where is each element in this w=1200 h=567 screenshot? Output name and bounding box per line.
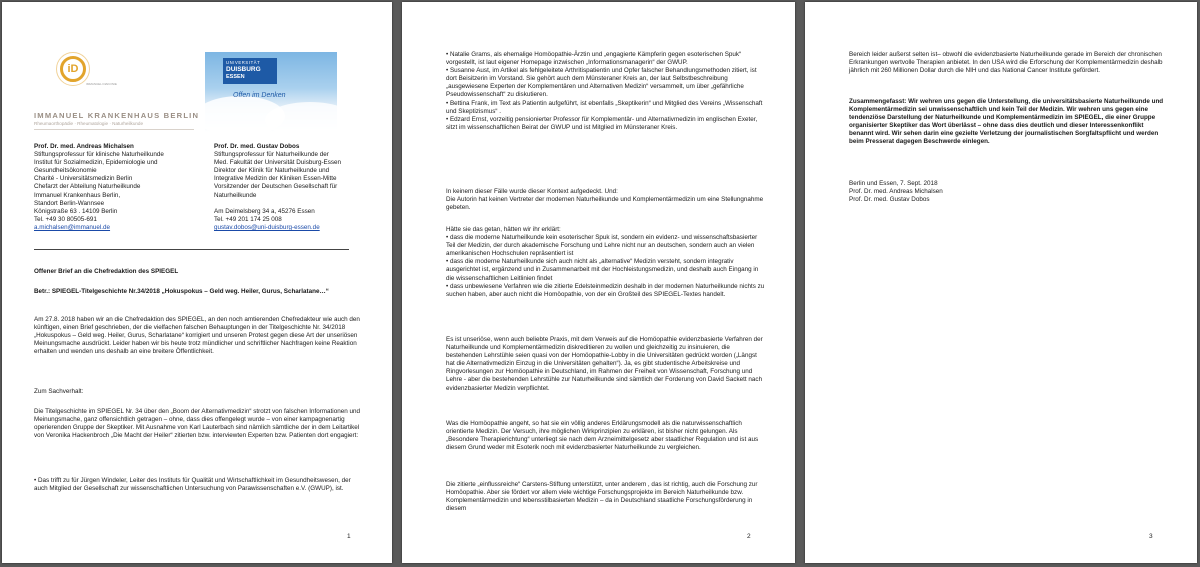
- contact-line: Tel. +49 201 174 25 008: [214, 215, 282, 223]
- header-divider: [34, 249, 349, 250]
- body-paragraph: • Natalie Grams, als ehemalige Homöopathie-Ärztin und „engagierte Kämpferin gegen esoterischen Spuk“ vorgestellt, ist laut eigener Homepage inzwischen „Informationsmanagerin“ der GWUP. • Susanne Aust, im Artikel als fehlgeleitete Arthritispatientin und Opfer falscher Behandlungsmethoden zitiert, ist dort Beisitzerin im Vorstand. Sie gehört auch dem Münsteraner Kreis an, der laut Selbstbeschreibung „ausgewiesene Experten der Komplementären und Alternativen Medizin“ versammelt, um über „gefährliche Pseudowissenschaft“ zu diskutieren. • Bettina Frank, im Text als Patientin aufgeführt, ist ebenfalls „Skeptikerin“ und Mitglied des Vereins „Wissenschaft und Skeptizismus“ . • Edzard Ernst, vorzeitig pensionierter Professor für Komplementär- und Alternativmedizin im englischen Exeter, sitzt im wissenschaftlichen Beirat der GWUP und ist Mitglied im Münsteraner Kreis.: [446, 51, 763, 131]
- contact-line: Charité - Universitätsmedizin Berlin: [34, 175, 133, 183]
- contact-line: Integrative Medizin der Kliniken Essen-Mitte: [214, 175, 337, 183]
- letter-heading: Offener Brief an die Chefredaktion des SPIEGEL: [34, 268, 179, 275]
- body-paragraph: Hätte sie das getan, hätten wir ihr erklärt: • dass die moderne Naturheilkunde kein esoterischer Spuk ist, sondern ein evidenz- und wissenschaftsbasierter Teil der Medizin, der durch akademische Forschung und Lehre nicht nur an deutschen, sondern auch an vielen amerikanischen Hochschulen repräsentiert ist • dass die moderne Naturheilkunde sich auch nicht als „alternative“ Medizin versteht, sondern integrativ ausgerichtet ist, ergänzend und in Zusammenarbeit mit der Hochleistungsmedizin, und deshalb auch Eingang in die wissenschaftlichen Leitlinien findet • dass unbewiesene Verfahren wie die zitierte Edelsteinmedizin deshalb in der modernen Naturheilkunde nichts zu suchen haben, aber auch nicht die Homöopathie, von der ein Großteil des SPIEGEL-Textes handelt.: [446, 226, 765, 298]
- summary-paragraph: Zusammengefasst: Wir wehren uns gegen die Unterstellung, die universitätsbasierte Naturheilkunde und Komplementärmedizin sei unwissenschaftlich und kein Teil der Medizin. Wir wehren uns gegen eine tendenziöse Darstellung der Naturheilkunde und Komplementärmedizin im SPIEGEL, die einer Gruppe organisierter Skeptiker das Wort überlässt – ohne dass dies deutlich und dieser Interessenkonflikt benannt wird. Wir sehen darin eine gezielte Verletzung der journalistischen Sorgfaltspflicht und werden beim Presserat dagegen Beschwerde einlegen.: [849, 98, 1164, 146]
- contact-line: Standort Berlin-Wannsee: [34, 199, 105, 207]
- document-page-1: [2, 2, 392, 563]
- contact-line: Prof. Dr. med. Andreas Michalsen: [34, 143, 134, 150]
- signature-block: [849, 180, 1169, 204]
- contact-line: Tel. +49 30 80505-691: [34, 215, 97, 223]
- body-paragraph: Die Titelgeschichte im SPIEGEL Nr. 34 über den „Boom der Alternativmedizin“ strotzt von falschen Informationen und Meinungsmache, ganz offensichtlich getragen – ohne, dass dies offengelegt wurde – von einer kampagnenartig operierenden Gruppe der Skeptiker. Mit Ausnahme von Karl Lauterbach sind nämlich sämtliche der in dem Leitartikel von Veronika Hackenbroch „Die Macht der Heiler“ zitierten bzw. interviewten Experten bzw. Patienten dort engagiert:: [34, 408, 360, 440]
- contact-line: Prof. Dr. med. Gustav Dobos: [214, 143, 300, 150]
- contact-line: Stiftungsprofessur für klinische Naturheilkunde: [34, 151, 164, 159]
- contact-line: Stiftungsprofessur für Naturheilkunde der: [214, 151, 329, 159]
- contact-line: Gesundheitsökonomie: [34, 167, 97, 175]
- document-page-3: [805, 2, 1197, 563]
- hospital-subtitle: Rheumaorthopädie · Rheumatologie · Naturheilkunde: [34, 121, 144, 126]
- right-contact-block: [214, 143, 364, 232]
- contact-line: Immanuel Krankenhaus Berlin,: [34, 191, 121, 199]
- body-paragraph: • Das trifft zu für Jürgen Windeler, Leiter des Instituts für Qualität und Wirtschaftlichkeit im Gesundheitswesen, der auch Mitglied der Gesellschaft zur wissenschaftlichen Untersuchung von Parawissenschaften e.V. (GWUP), ist.: [34, 477, 351, 493]
- body-paragraph: Zum Sachverhalt:: [34, 388, 84, 395]
- hospital-name: IMMANUEL KRANKENHAUS BERLIN: [34, 111, 200, 120]
- email-link[interactable]: gustav.dobos@uni-duisburg-essen.de: [214, 223, 320, 231]
- contact-line: Institut für Sozialmedizin, Epidemiologie und: [34, 159, 158, 167]
- body-paragraph: Es ist unseriöse, wenn auch beliebte Praxis, mit dem Verweis auf die Homöopathie evidenzbasierte Verfahren der Naturheilkunde und Komplementärmedizin diskreditieren zu wollen und gleichzeitig zu insinuieren, die bestehenden Lehrstühle seien quasi von der Homöopathie-Lobby in die Universitäten gedrückt worden („Längst hat die Alternativmedizin Einzug in die Universitäten gehalten“). Ja, es gibt studentische Arbeitskreise und Ringvorlesungen zur Homöopathie in Deutschland, im Rahmen der Freiheit von Wissenschaft, Forschung und Lehre - aber die bestehenden Lehrstühle zur Naturheilkunde sind sämtlich der Forderung von David Sackett nach evidenzbasierter Medizin verpflichtet.: [446, 336, 763, 392]
- immanuel-logo: [34, 54, 200, 134]
- uni-line2: DUISBURG: [226, 66, 261, 73]
- body-paragraph: Bereich leider außerst selten ist– obwohl die evidenzbasierte Naturheilkunde gerade im Bereich der chronischen Erkrankungen wertvolle Therapien anbietet. In den USA wird die Erforschung der Komplementärmedizin deshalb jährlich mit 260 Millionen Dollar durch die NIH und das National Cancer Institute gefördert.: [849, 51, 1163, 75]
- page-number: 1: [347, 533, 351, 540]
- contact-line: Chefarzt der Abteilung Naturheilkunde: [34, 183, 141, 191]
- contact-line: Med. Fakultät der Universität Duisburg-Essen: [214, 159, 342, 167]
- contact-line: Direktor der Klinik für Naturheilkunde und: [214, 167, 330, 175]
- body-paragraph: Die zitierte „einflussreiche“ Carstens-Stiftung unterstützt, unter anderem , das ist richtig, auch die Forschung zur Homöopathie. Aber sie fördert vor allem viele wichtige Forschungsprojekte im Bereich Naturheilkunde bzw. Komplementärmedizin und lebensstilbasierten Medizin – da in Deutschland staatliche Forschungsförderung in diesem: [446, 481, 758, 513]
- contact-spacer: [214, 200, 364, 208]
- page-number: 2: [747, 533, 751, 540]
- left-contact-block: [34, 143, 204, 232]
- contact-line: Am Deimelsberg 34 a, 45276 Essen: [214, 207, 315, 215]
- uni-line3: ESSEN: [226, 74, 245, 80]
- body-paragraph: In keinem dieser Fälle wurde dieser Kontext aufgedeckt. Und: Die Autorin hat keinen Vertreter der modernen Naturheilkunde und Komplementärmedizin um eine Stellungnahme gebeten.: [446, 188, 764, 212]
- id-logo-icon: iD: [60, 56, 86, 82]
- signature-place-date: Berlin und Essen, 7. Sept. 2018: [849, 180, 938, 187]
- contact-line: Königstraße 63 . 14109 Berlin: [34, 207, 118, 215]
- logo-divider: [34, 129, 194, 130]
- body-paragraph: Am 27.8. 2018 haben wir an die Chefredaktion des SPIEGEL, an den noch amtierenden Chefredakteur wie auch den künftigen, einen Brief geschrieben, der die vielfachen falschen Behauptungen in der Titelgeschichte Nr. 34/2018 „Hokuspokus – Geld weg. Heiler, Gurus, Scharlatane“ korrigiert und unseren Protest gegen diese Art der unseriösen Meinungsmache ausdrückt. Leider haben wir bis heute trotz mündlicher und schriftlicher Nachfragen keine Reaktion erhalten und wenden uns deshalb an eine breitere Öffentlichkeit.: [34, 316, 360, 356]
- contact-line: Vorsitzender der Deutschen Gesellschaft für: [214, 183, 338, 191]
- signature-name: Prof. Dr. med. Andreas Michalsen: [849, 188, 943, 196]
- uni-slogan: Offen im Denken: [233, 92, 286, 99]
- signature-name: Prof. Dr. med. Gustav Dobos: [849, 196, 930, 204]
- logo-subtitle: IMMANUEL DIAKONIE: [86, 82, 117, 86]
- page-number: 3: [1149, 533, 1153, 540]
- letter-subject: Betr.: SPIEGEL-Titelgeschichte Nr.34/2018 „Hokuspokus – Geld weg. Heiler, Gurus, Scharlatane…“: [34, 288, 329, 295]
- contact-line: Naturheilkunde: [214, 191, 257, 199]
- document-page-2: [402, 2, 795, 563]
- uni-line1: UNIVERSITÄT: [226, 60, 261, 65]
- uni-duisburg-essen-logo: [205, 52, 337, 132]
- body-paragraph: Was die Homöopathie angeht, so hat sie ein völlig anderes Erklärungsmodell als die naturwissenschaftlich orientierte Medizin. Der Versuch, ihre möglichen Wirkprinzipien zu erklären, ist bisher nicht gelungen. Als „Besondere Therapierichtung“ unterliegt sie nach dem Arzneimittelgesetz aber staatlicher Regulation und ist aus diesem Grund weder mit Esoterik noch mit evidenzbasierter Naturheilkunde zu vergleichen.: [446, 420, 759, 452]
- email-link[interactable]: a.michalsen@immanuel.de: [34, 223, 111, 231]
